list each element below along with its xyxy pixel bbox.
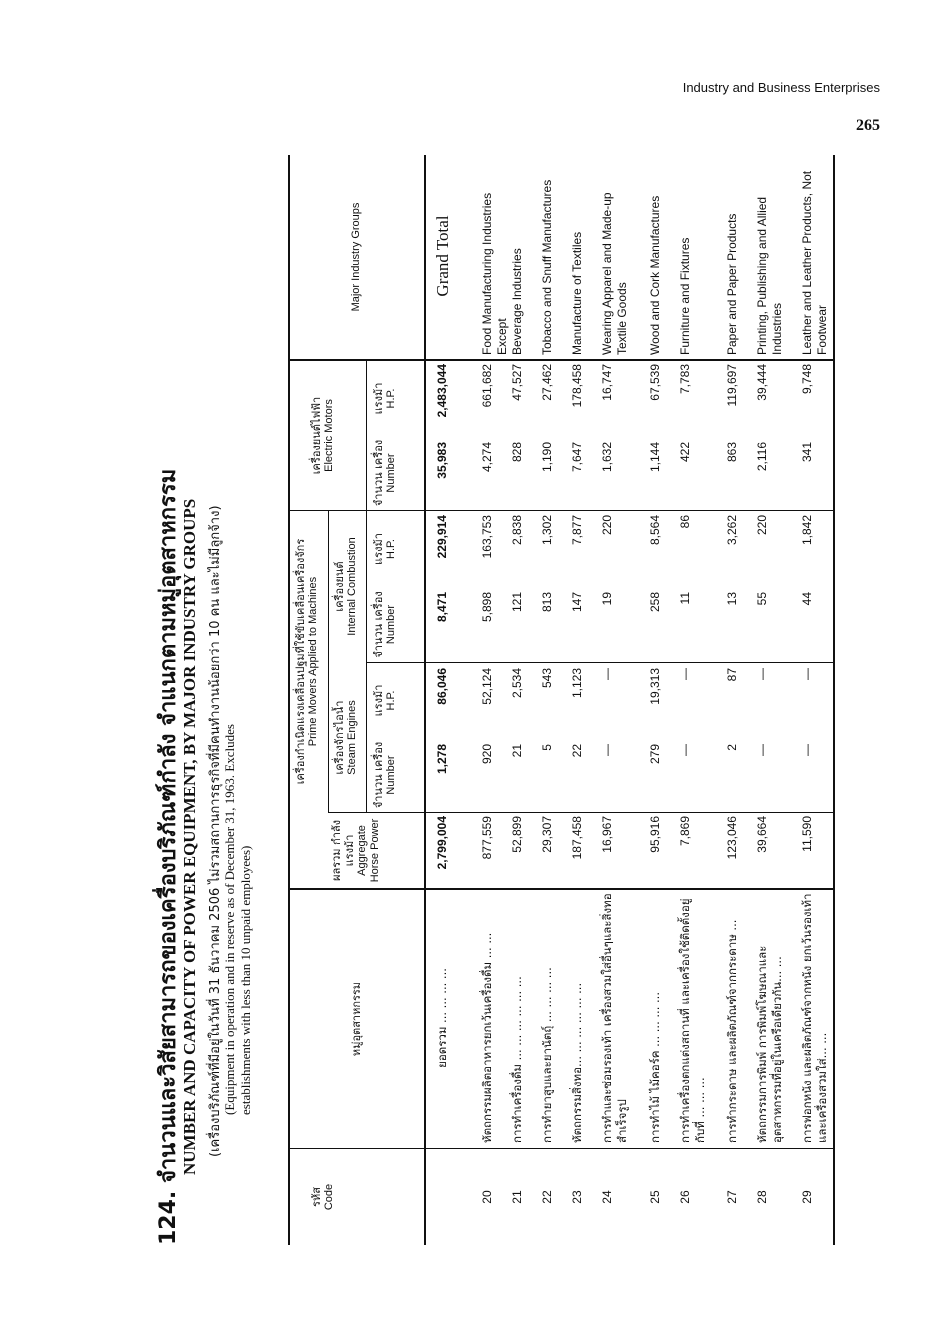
header-code: รหัส Code [310, 1183, 335, 1211]
cell-steam-n: 21 [510, 744, 524, 758]
cell-el-n: 341 [800, 442, 814, 463]
cell-code: 25 [648, 1190, 662, 1204]
table-title-thai: 124. จำนวนและวิสัยสามารถของเครื่องบริภัณฑ์กำลัง จำแนกตามหมู่อุตสาหกรรม [156, 468, 181, 1245]
cell-ic-hp: 7,877 [570, 515, 584, 546]
cell-ic-hp: 86 [678, 515, 692, 529]
cell-ic-n: 147 [570, 592, 584, 613]
cell-code: 24 [600, 1190, 614, 1204]
cell-ic-hp: 2,838 [510, 515, 524, 546]
cell-th: ยอดรวม ... ... ... ... [435, 968, 449, 1068]
cell-steam-hp: — [755, 668, 769, 680]
header-steam-hp: แรงม้า H.P. [372, 684, 397, 717]
cell-el-hp: 178,458 [570, 364, 584, 408]
cell-th: การทำกระดาษ และผลิตภัณฑ์จากกระดาษ ... [725, 919, 739, 1143]
cell-ic-hp: 3,262 [725, 515, 739, 546]
rule-bottom [833, 155, 835, 1245]
cell-el-n: 828 [510, 442, 524, 463]
cell-steam-n: 920 [480, 744, 494, 765]
cell-el-n: 1,632 [600, 442, 614, 473]
rule-steam-ic [366, 662, 834, 663]
cell-steam-hp: 2,534 [510, 668, 524, 699]
cell-el-n: 422 [678, 442, 692, 463]
cell-steam-n: 22 [570, 744, 584, 758]
cell-el-n: 1,190 [540, 442, 554, 473]
cell-th: การฟอกหนัง และผลิตภัณฑ์จากหนัง ยกเว้นรองเท้าและเครื่องสวมใส่... ... [800, 893, 829, 1143]
header-electric: เครื่องยนต์ไฟฟ้า Electric Motors [310, 396, 335, 475]
rule-top [288, 155, 290, 1245]
cell-en: Tobacco and Snuff Manufactures [540, 179, 554, 355]
cell-steam-hp: 86,046 [435, 668, 449, 705]
cell-th: การทำยาสูบและยานัตถุ์ ... ... ... ... [540, 967, 554, 1143]
header-ic-number: จำนวน เครื่อง Number [372, 591, 397, 658]
cell-en: Paper and Paper Products [725, 213, 739, 355]
header-internal-combustion: เครื่องยนต์ Internal Combustion [333, 537, 358, 636]
cell-el-hp: 7,783 [678, 364, 692, 395]
cell-steam-hp: 87 [725, 668, 739, 682]
cell-ic-hp: 220 [600, 515, 614, 536]
cell-en: Grand Total [433, 215, 452, 297]
table-subtitle-english-2: establishments with less than 10 unpaid employees) [238, 845, 253, 1115]
cell-steam-n: 2 [725, 744, 739, 751]
cell-ic-n: 13 [725, 592, 739, 606]
cell-steam-n: — [600, 744, 614, 756]
rule-electric-groups [288, 359, 834, 361]
cell-ic-n: 11 [678, 592, 692, 605]
cell-steam-hp: 543 [540, 668, 554, 689]
cell-agg: 11,590 [800, 816, 814, 852]
cell-code: 21 [510, 1190, 524, 1204]
cell-code: 22 [540, 1190, 554, 1204]
cell-el-n: 35,983 [435, 442, 449, 479]
cell-agg: 877,559 [480, 816, 494, 860]
cell-ic-hp: 220 [755, 515, 769, 536]
cell-code: 26 [678, 1190, 692, 1204]
cell-el-hp: 661,682 [480, 364, 494, 408]
rule-code-col [288, 1148, 834, 1149]
cell-en: Food Manufacturing Industries Except [480, 192, 509, 355]
cell-th: การทำและซ่อมรองเท้า เครื่องสวมใส่อื่นๆและสิ่งทอสำเร็จรูป [600, 893, 629, 1143]
cell-el-n: 7,647 [570, 442, 584, 473]
cell-steam-n: 279 [648, 744, 662, 765]
header-steam-number: จำนวน เครื่อง Number [372, 741, 397, 809]
cell-ic-n: 813 [540, 592, 554, 613]
cell-steam-n: — [755, 744, 769, 756]
cell-en: Beverage Industries [510, 248, 524, 355]
header-aggregate: ผลรวม กำลัง แรงม้า Aggregate Horse Power [330, 818, 381, 883]
cell-agg: 29,307 [540, 816, 554, 853]
rule-prime-electric [288, 510, 834, 511]
cell-ic-n: 55 [755, 592, 769, 606]
cell-ic-n: 5,898 [480, 592, 494, 623]
table-subtitle-english-1: (Equipment in operation and in reserve as of December 31, 1963. Excludes [222, 724, 237, 1115]
rotated-table-sheet [150, 155, 840, 1245]
cell-agg: 2,799,004 [435, 816, 449, 870]
cell-ic-hp: 163,753 [480, 515, 494, 559]
cell-el-hp: 16,747 [600, 364, 614, 401]
cell-ic-hp: 229,914 [435, 515, 449, 559]
cell-steam-n: 5 [540, 744, 554, 751]
cell-en: Leather and Leather Products, Not Footwear [800, 170, 829, 355]
cell-ic-n: 19 [600, 592, 614, 606]
header-group-thai: หมู่อุตสาหกรรม [350, 981, 363, 1057]
cell-th: หัตถกรรมผลิตอาหารยกเว้นเครื่องดื่ม ... ... [480, 932, 494, 1143]
cell-agg: 95,916 [648, 816, 662, 853]
rule-group-col [288, 888, 834, 890]
header-ic-hp: แรงม้า H.P. [372, 533, 397, 565]
table-subtitle-thai: (เครื่องบริภัณฑ์ที่มีอยู่ในวันที่ 31 ธันวาคม 2506 ไม่รวมสถานการธุรกิจที่มีคนทำงานน้อยกว่า 10 คน และไม่มีลูกจ้าง) [208, 505, 223, 1157]
cell-el-hp: 27,462 [540, 364, 554, 401]
cell-ic-hp: 1,302 [540, 515, 554, 546]
cell-ic-n: 44 [800, 592, 814, 606]
cell-steam-n: — [800, 744, 814, 756]
rule-agg-col [328, 812, 834, 813]
cell-steam-n: 1,278 [435, 744, 449, 775]
cell-agg: 187,458 [570, 816, 584, 860]
cell-steam-hp: — [600, 668, 614, 680]
rule-electric [366, 361, 367, 511]
cell-el-n: 2,116 [755, 442, 769, 472]
cell-agg: 52,899 [510, 816, 524, 853]
cell-el-hp: 9,748 [800, 364, 814, 395]
cell-th: การทำเครื่องดื่ม ... ... ... ... ... ... [510, 976, 524, 1143]
header-prime-movers: เครื่องกำเนิดแรงเคลื่อนปฐมที่ใช้ขับเคลื่อนเครื่องจักร Prime Movers Applied to Machines [294, 538, 319, 785]
table-title-english: NUMBER AND CAPACITY OF POWER EQUIPMENT, BY MAJOR INDUSTRY GROUPS [180, 498, 199, 1175]
cell-el-hp: 47,527 [510, 364, 524, 401]
cell-steam-hp: 1,123 [570, 668, 584, 699]
cell-th: หัตถกรรมสิ่งทอ... ... ... ... ... ... [570, 982, 584, 1143]
cell-el-n: 4,274 [480, 442, 494, 473]
rule-header-bottom [424, 155, 426, 1245]
cell-agg: 7,869 [678, 816, 692, 847]
cell-code: 29 [800, 1190, 814, 1204]
cell-steam-n: — [678, 744, 692, 756]
cell-agg: 16,967 [600, 816, 614, 853]
cell-el-n: 863 [725, 442, 739, 463]
cell-steam-hp: — [800, 668, 814, 680]
page-number: 265 [856, 117, 880, 134]
cell-steam-hp: 19,313 [648, 668, 662, 705]
cell-en: Printing, Publishing and Allied Industries [755, 196, 784, 355]
cell-th: การทำเครื่องตกแต่งสถานที่ และเครื่องใช้ติดตั้งอยู่กับที่ ... ... ... [678, 898, 707, 1143]
rule-prime-movers [328, 510, 329, 813]
cell-code: 27 [725, 1190, 739, 1204]
cell-steam-hp: 52,124 [480, 668, 494, 705]
cell-en: Wearing Apparel and Made-up Textile Goods [600, 192, 629, 355]
cell-th: หัตถกรรมการพิมพ์ การพิมพ์โฆษณาและอุตสาหกรรมที่อยู่ในเครือเดียวกัน... ... [755, 945, 784, 1143]
cell-agg: 39,664 [755, 816, 769, 853]
cell-th: การทำไม้ ไม้คอร์ค ... ... ... ... [648, 992, 662, 1143]
cell-code: 23 [570, 1190, 584, 1204]
header-electric-number: จำนวน เครื่อง Number [372, 439, 397, 507]
cell-steam-hp: — [678, 668, 692, 680]
cell-el-hp: 39,444 [755, 364, 769, 401]
cell-el-hp: 67,539 [648, 364, 662, 401]
cell-code: 28 [755, 1190, 769, 1204]
header-electric-hp: แรงม้า H.P. [372, 382, 397, 415]
header-steam: เครื่องจักรไอน้ำ Steam Engines [333, 700, 358, 775]
cell-ic-n: 258 [648, 592, 662, 613]
running-head: Industry and Business Enterprises [682, 80, 880, 95]
cell-ic-hp: 1,842 [800, 515, 814, 546]
cell-ic-hp: 8,564 [648, 515, 662, 546]
header-major-groups: Major Industry Groups [350, 202, 362, 312]
cell-el-hp: 119,697 [725, 364, 739, 407]
cell-ic-n: 8,471 [435, 592, 449, 623]
cell-el-n: 1,144 [648, 442, 662, 473]
cell-agg: 123,046 [725, 816, 739, 860]
cell-en: Wood and Cork Manufactures [648, 195, 662, 355]
cell-code: 20 [480, 1190, 494, 1204]
cell-ic-n: 121 [510, 592, 524, 613]
cell-en: Furniture and Fixtures [678, 237, 692, 355]
cell-el-hp: 2,483,044 [435, 364, 449, 418]
cell-en: Manufacture of Textiles [570, 231, 584, 355]
